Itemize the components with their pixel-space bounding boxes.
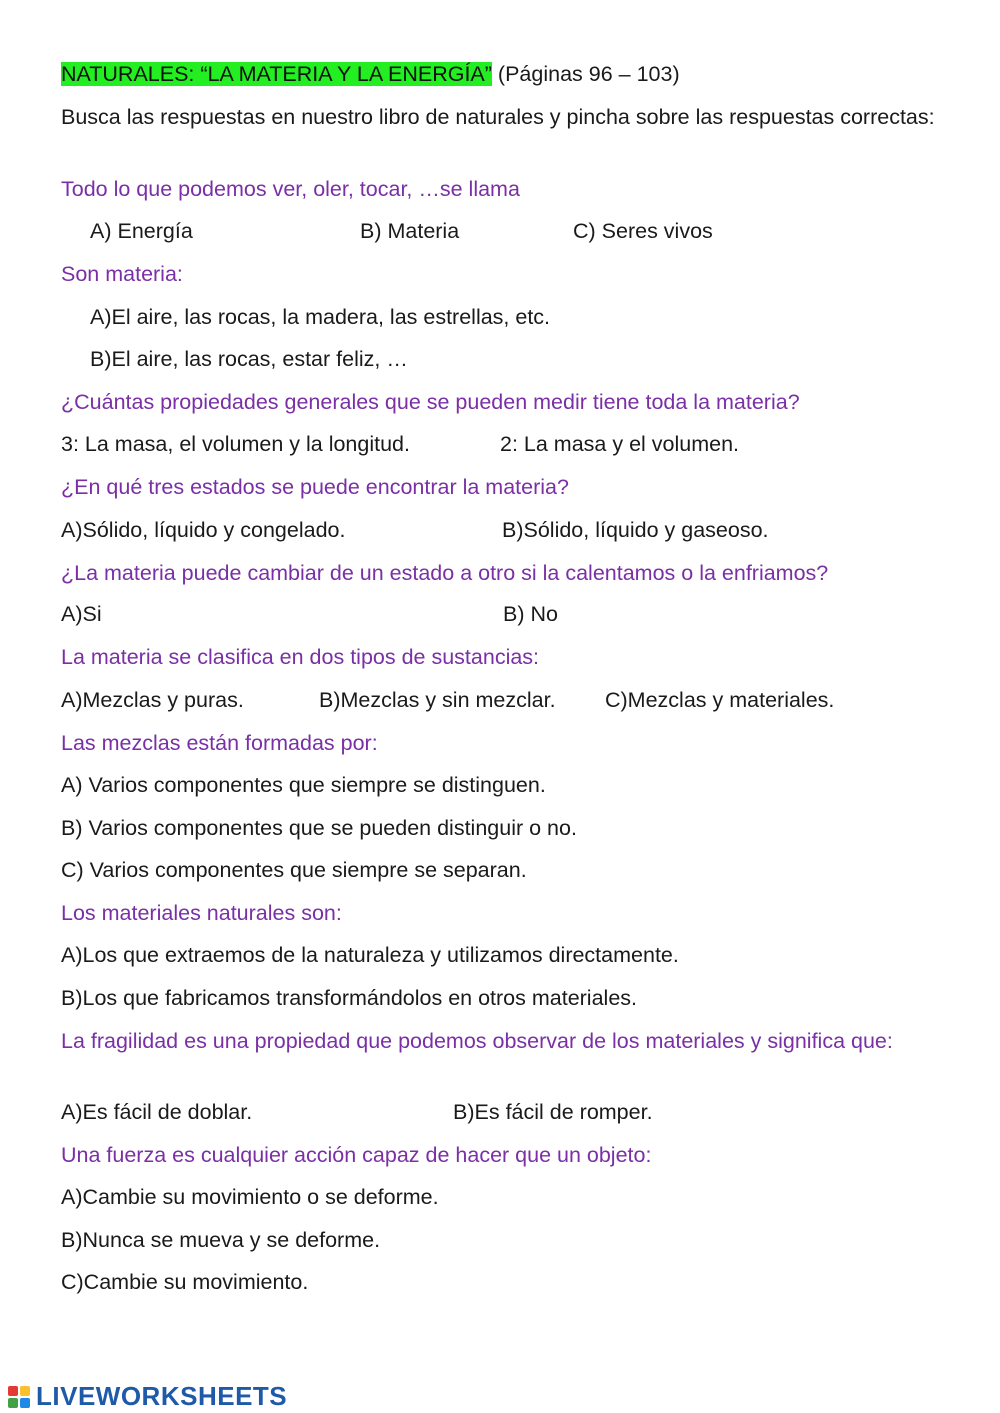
q6-option-c[interactable]: C)Mezclas y materiales. <box>605 688 835 712</box>
question-1: Todo lo que podemos ver, oler, tocar, …se llama <box>61 177 520 201</box>
logo-text: LIVEWORKSHEETS <box>36 1381 288 1411</box>
q6-option-b[interactable]: B)Mezclas y sin mezclar. <box>319 688 556 712</box>
question-7: Las mezclas están formadas por: <box>61 731 378 755</box>
title-highlight: NATURALES: “LA MATERIA Y LA ENERGÍA” <box>61 62 492 86</box>
question-3: ¿Cuántas propiedades generales que se pueden medir tiene toda la materia? <box>61 390 800 414</box>
q1-option-b[interactable]: B) Materia <box>360 219 460 243</box>
q5-option-a[interactable]: A)Si <box>61 602 102 626</box>
question-8: Los materiales naturales son: <box>61 901 342 925</box>
instructions: Busca las respuestas en nuestro libro de naturales y pincha sobre las respuestas correctas: <box>61 105 935 129</box>
q10-option-b[interactable]: B)Nunca se mueva y se deforme. <box>61 1228 381 1252</box>
q10-option-c[interactable]: C)Cambie su movimiento. <box>61 1270 309 1294</box>
q3-option-a[interactable]: 3: La masa, el volumen y la longitud. <box>61 432 410 456</box>
question-5: ¿La materia puede cambiar de un estado a otro si la calentamos o la enfriamos? <box>61 561 829 585</box>
q2-option-b[interactable]: B)El aire, las rocas, estar feliz, … <box>90 347 408 371</box>
q2-option-a[interactable]: A)El aire, las rocas, la madera, las estrellas, etc. <box>90 305 551 329</box>
q9-option-b[interactable]: B)Es fácil de romper. <box>453 1100 653 1124</box>
question-4: ¿En qué tres estados se puede encontrar la materia? <box>61 475 569 499</box>
q10-option-a[interactable]: A)Cambie su movimiento o se deforme. <box>61 1185 439 1209</box>
page-range: (Páginas 96 – 103) <box>497 62 680 86</box>
liveworksheets-logo-icon <box>8 1384 34 1410</box>
q4-option-a[interactable]: A)Sólido, líquido y congelado. <box>61 518 346 542</box>
question-10: Una fuerza es cualquier acción capaz de hacer que un objeto: <box>61 1143 652 1167</box>
q5-option-b[interactable]: B) No <box>503 602 558 626</box>
q8-option-a[interactable]: A)Los que extraemos de la naturaleza y utilizamos directamente. <box>61 943 679 967</box>
page-title <box>61 60 680 88</box>
q3-option-b[interactable]: 2: La masa y el volumen. <box>500 432 740 456</box>
q4-option-b[interactable]: B)Sólido, líquido y gaseoso. <box>502 518 769 542</box>
q1-option-c[interactable]: C) Seres vivos <box>573 219 713 243</box>
q7-option-a[interactable]: A) Varios componentes que siempre se distinguen. <box>61 773 546 797</box>
liveworksheets-logo[interactable] <box>8 1381 287 1412</box>
question-6: La materia se clasifica en dos tipos de sustancias: <box>61 645 540 669</box>
q8-option-b[interactable]: B)Los que fabricamos transformándolos en otros materiales. <box>61 986 637 1010</box>
q6-option-a[interactable]: A)Mezclas y puras. <box>61 688 244 712</box>
q7-option-c[interactable]: C) Varios componentes que siempre se separan. <box>61 858 527 882</box>
question-2: Son materia: <box>61 262 183 286</box>
q9-option-a[interactable]: A)Es fácil de doblar. <box>61 1100 253 1124</box>
q7-option-b[interactable]: B) Varios componentes que se pueden distinguir o no. <box>61 816 577 840</box>
q1-option-a[interactable]: A) Energía <box>90 219 193 243</box>
question-9: La fragilidad es una propiedad que podemos observar de los materiales y significa que: <box>61 1029 893 1053</box>
